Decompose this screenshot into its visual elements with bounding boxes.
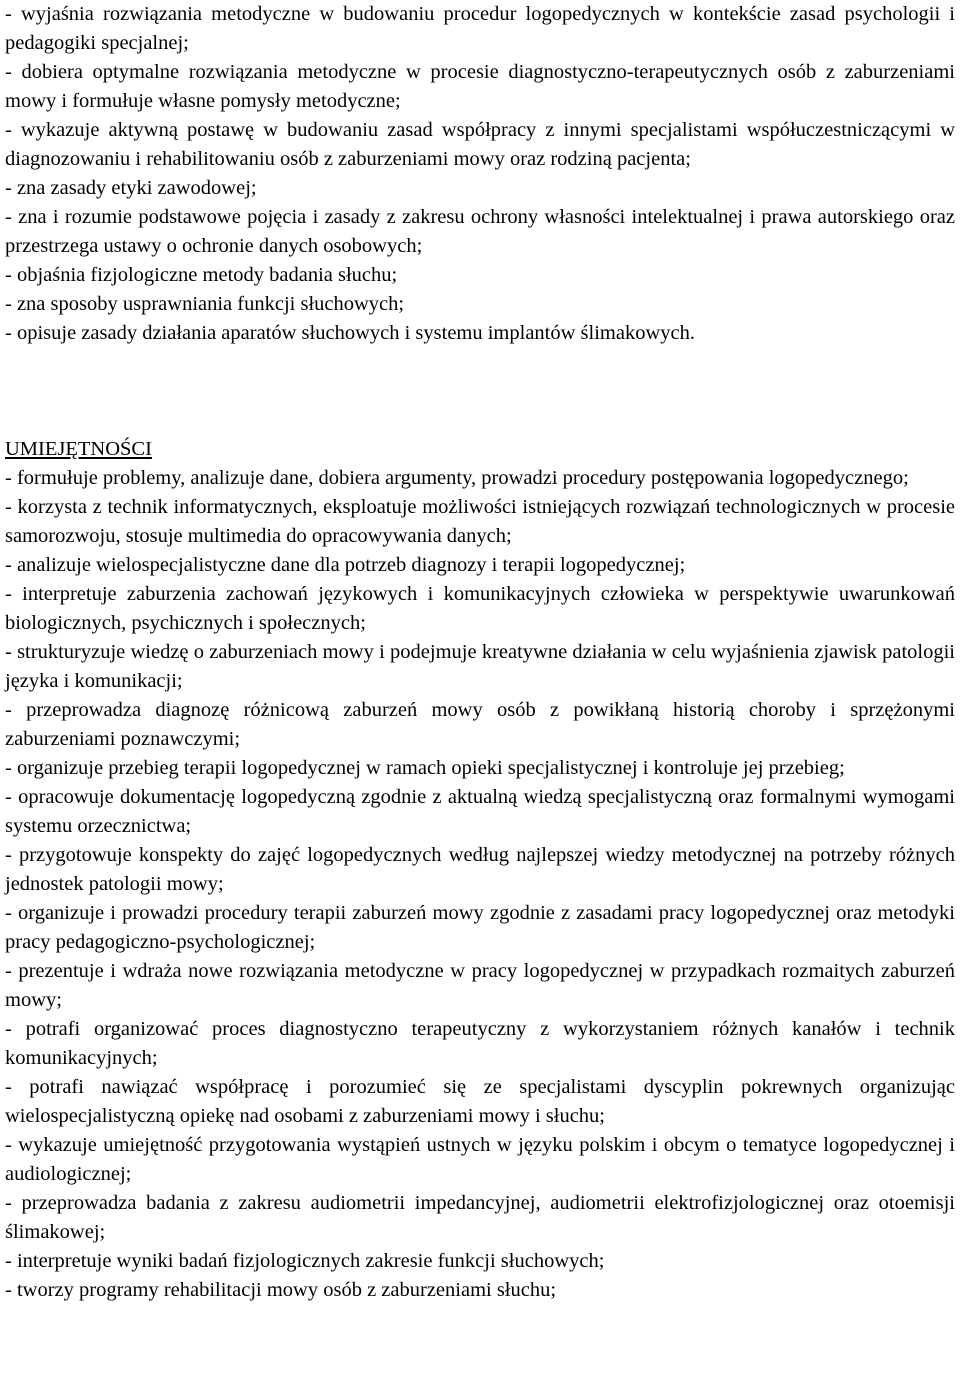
knowledge-item: - objaśnia fizjologiczne metody badania słuchu; [5,264,398,286]
skills-item: - interpretuje wyniki badań fizjologicznych zakresie funkcji słuchowych; [5,1250,605,1272]
section-spacer [5,348,955,435]
skills-item: - potrafi organizować proces diagnostyczno terapeutyczny z wykorzystaniem różnych kanałów i technik komunikacyjnych; [5,1018,955,1069]
skills-item: - przeprowadza badania z zakresu audiometrii impedancyjnej, audiometrii elektrofizjologicznej oraz otoemisji ślimakowej; [5,1192,955,1243]
skills-item: - organizuje i prowadzi procedury terapii zaburzeń mowy zgodnie z zasadami pracy logopedycznej oraz metodyki pracy pedagogiczno-psychologicznej; [5,902,955,953]
skills-item: - opracowuje dokumentację logopedyczną zgodnie z aktualną wiedzą specjalistyczną oraz formalnymi wymogami systemu orzecznictwa; [5,786,955,837]
skills-item: - korzysta z technik informatycznych, eksploatuje możliwości istniejących rozwiązań technologicznych w procesie samorozwoju, stosuje multimedia do opracowywania danych; [5,496,955,547]
section-heading: UMIEJĘTNOŚCI [5,438,152,460]
skills-item: - organizuje przebieg terapii logopedycznej w ramach opieki specjalistycznej i kontroluje jej przebieg; [5,757,845,779]
skills-item: - tworzy programy rehabilitacji mowy osób z zaburzeniami słuchu; [5,1279,557,1301]
skills-item: - wykazuje umiejętność przygotowania wystąpień ustnych w języku polskim i obcym o tematyce logopedycznej i audiologicznej; [5,1134,955,1185]
skills-list [5,464,955,1305]
knowledge-item: - opisuje zasady działania aparatów słuchowych i systemu implantów ślimakowych. [5,322,695,344]
knowledge-item: - dobiera optymalne rozwiązania metodyczne w procesie diagnostyczno-terapeutycznych osób z zaburzeniami mowy i formułuje własne pomysły metodyczne; [5,61,955,112]
skills-item: - potrafi nawiązać współpracę i porozumieć się ze specjalistami dyscyplin pokrewnych organizując wielospecjalistyczną opiekę nad osobami z zaburzeniami mowy i słuchu; [5,1076,955,1127]
knowledge-list [5,0,955,348]
skills-item: - interpretuje zaburzenia zachowań językowych i komunikacyjnych człowieka w perspektywie uwarunkowań biologicznych, psychicznych i społecznych; [5,583,955,634]
knowledge-item: - wykazuje aktywną postawę w budowaniu zasad współpracy z innymi specjalistami współuczestniczącymi w diagnozowaniu i rehabilitowaniu osób z zaburzeniami mowy oraz rodziną pacjenta; [5,119,955,170]
skills-item: - formułuje problemy, analizuje dane, dobiera argumenty, prowadzi procedury postępowania logopedycznego; [5,467,909,489]
knowledge-item: - zna zasady etyki zawodowej; [5,177,257,199]
knowledge-item: - wyjaśnia rozwiązania metodyczne w budowaniu procedur logopedycznych w kontekście zasad psychologii i pedagogiki specjalnej; [5,3,955,54]
skills-item: - prezentuje i wdraża nowe rozwiązania metodyczne w pracy logopedycznej w przypadkach rozmaitych zaburzeń mowy; [5,960,955,1011]
skills-item: - analizuje wielospecjalistyczne dane dla potrzeb diagnozy i terapii logopedycznej; [5,554,686,576]
skills-item: - przygotowuje konspekty do zajęć logopedycznych według najlepszej wiedzy metodycznej na potrzeby różnych jednostek patologii mowy; [5,844,955,895]
knowledge-item: - zna sposoby usprawniania funkcji słuchowych; [5,293,405,315]
knowledge-item: - zna i rozumie podstawowe pojęcia i zasady z zakresu ochrony własności intelektualnej i prawa autorskiego oraz przestrzega ustawy o ochronie danych osobowych; [5,206,955,257]
skills-item: - przeprowadza diagnozę różnicową zaburzeń mowy osób z powikłaną historią choroby i sprzężonymi zaburzeniami poznawczymi; [5,699,955,750]
document-page [5,0,955,1305]
skills-item: - strukturyzuje wiedzę o zaburzeniach mowy i podejmuje kreatywne działania w celu wyjaśnienia zjawisk patologii języka i komunikacji; [5,641,955,692]
